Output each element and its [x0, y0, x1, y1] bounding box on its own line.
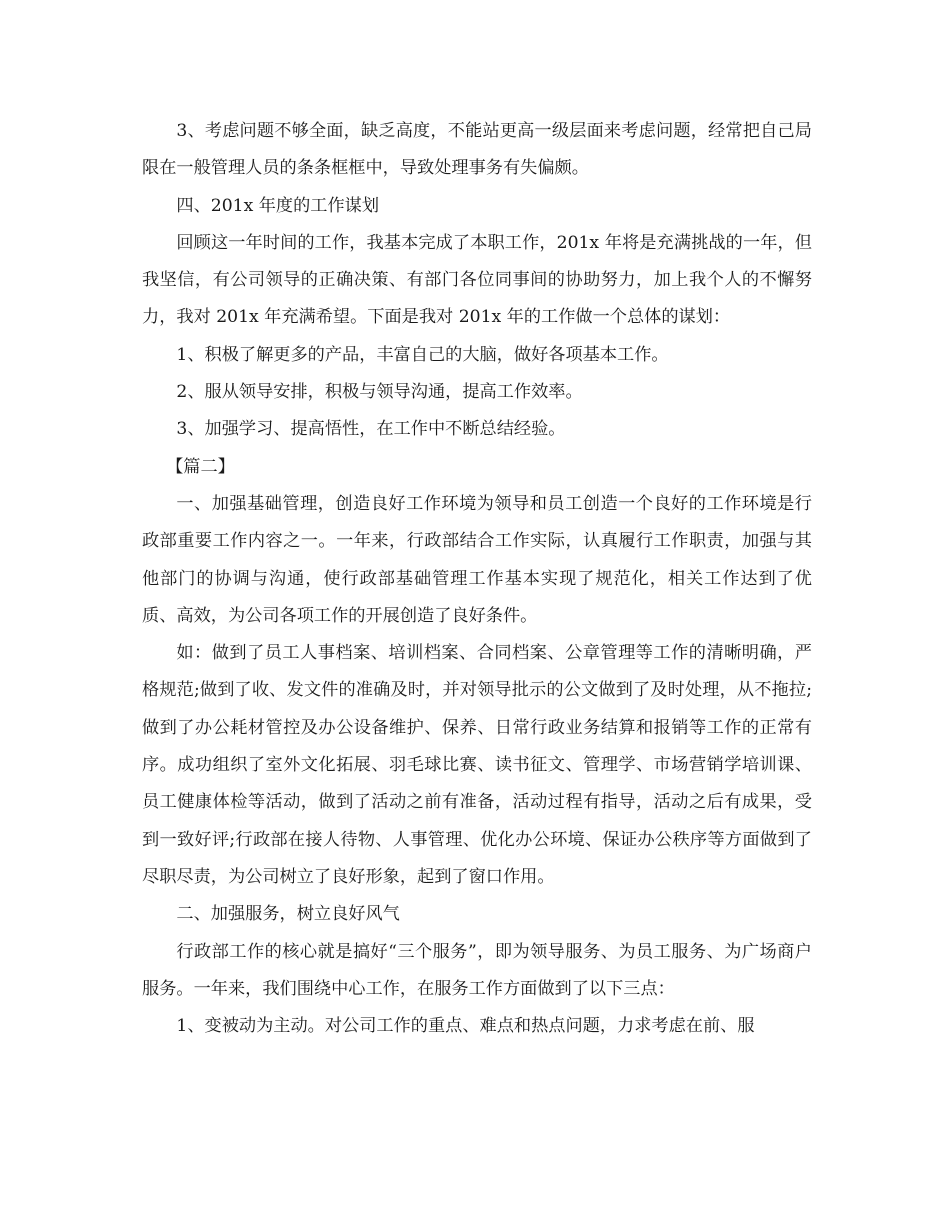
- plan-item-3: 3、加强学习、提高悟性，在工作中不断总结经验。: [176, 419, 566, 440]
- plan-item-2: 2、服从领导安排，积极与领导沟通，提高工作效率。: [176, 382, 583, 403]
- paragraph-section-1: 一、加强基础管理，创造良好工作环境为领导和员工创造一个良好的工作环境是行政部重要工作内容之一。一年来，行政部结合工作实际，认真履行工作职责，加强与其他部门的协调与沟通，使行政部基础管理工作基本实现了规范化，相关工作达到了优质、高效，为公司各项工作的开展创造了良好条件。: [142, 493, 812, 626]
- section-heading-4: 四、201x 年度的工作谋划: [176, 195, 380, 216]
- paragraph-examples: 如：做到了员工人事档案、培训档案、合同档案、公章管理等工作的清晰明确，严格规范;做到了收、发文件的准确及时，并对领导批示的公文做到了及时处理，从不拖拉;做到了办公耗材管控及办公设备维护、保养、日常行政业务结算和报销等工作的正常有序。成功组织了室外文化拓展、羽毛球比赛、读书征文、管理学、市场营销学培训课、员工健康体检等活动，做到了活动之前有准备，活动过程有指导，活动之后有成果，受到一致好评;行政部在接人待物、人事管理、优化办公环境、保证办公秩序等方面做到了尽职尽责，为公司树立了良好形象，起到了窗口作用。: [142, 643, 812, 887]
- chapter-heading: 【篇二】: [166, 456, 235, 477]
- plan-item-1: 1、积极了解更多的产品，丰富自己的大脑，做好各项基本工作。: [176, 344, 669, 365]
- section-heading-2: 二、加强服务，树立良好风气: [176, 904, 400, 925]
- document-page: [142, 113, 812, 1045]
- paragraph-service-core: 行政部工作的核心就是搞好“三个服务”，即为领导服务、为员工服务、为广场商户服务。一年来，我们围绕中心工作，在服务工作方面做到了以下三点：: [142, 941, 812, 999]
- paragraph-item-3: 3、考虑问题不够全面，缺乏高度，不能站更高一级层面来考虑问题，经常把自己局限在一般管理人员的条条框框中，导致处理事务有失偏颇。: [142, 121, 812, 179]
- paragraph-review: 回顾这一年时间的工作，我基本完成了本职工作，201x 年将是充满挑战的一年，但我坚信，有公司领导的正确决策、有部门各位同事间的协助努力，加上我个人的不懈努力，我对 201x 年充满希望。下面是我对 201x 年的工作做一个总体的谋划：: [142, 232, 812, 328]
- paragraph-service-item-1: 1、变被动为主动。对公司工作的重点、难点和热点问题，力求考虑在前、服: [176, 1016, 755, 1037]
